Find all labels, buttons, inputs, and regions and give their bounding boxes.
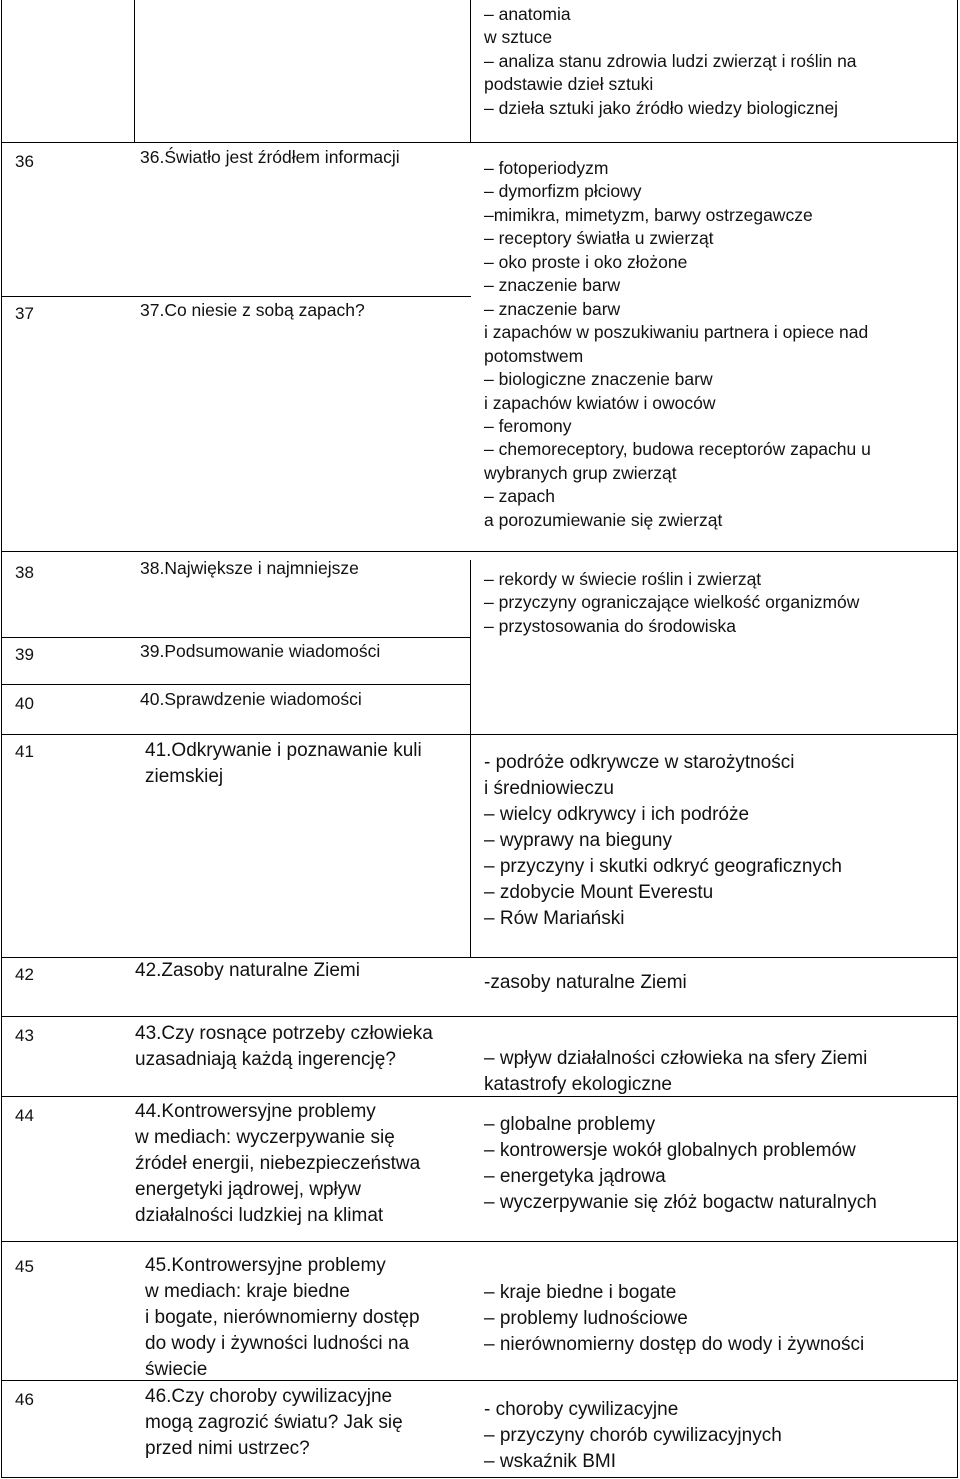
row-topic bbox=[140, 640, 380, 663]
content-line: – chemoreceptory, budowa receptorów zapachu u bbox=[484, 439, 871, 460]
content-line: a porozumiewanie się zwierząt bbox=[484, 509, 723, 530]
row-content bbox=[484, 1397, 782, 1475]
content-line: – przyczyny ograniczające wielkość organizmów bbox=[484, 592, 860, 613]
content-line: – zdobycie Mount Everestu bbox=[484, 882, 714, 903]
row-number: 45 bbox=[15, 1257, 34, 1276]
row-number: 41 bbox=[15, 742, 34, 761]
topic-line: 44.Kontrowersyjne problemy bbox=[135, 1101, 376, 1122]
content-line: – przystosowania do środowiska bbox=[484, 615, 736, 636]
row-number: 38 bbox=[15, 563, 34, 582]
row-content bbox=[484, 1046, 867, 1098]
topic-line: przed nimi ustrzec? bbox=[145, 1438, 310, 1459]
content-line: – anatomia bbox=[484, 4, 571, 24]
content-line: potomstwem bbox=[484, 345, 584, 366]
row-topic bbox=[140, 299, 365, 322]
content-line: – rekordy w świecie roślin i zwierząt bbox=[484, 569, 762, 589]
row-topic bbox=[145, 1384, 403, 1462]
row-separator bbox=[1, 142, 958, 143]
row-number: 40 bbox=[15, 694, 34, 713]
row-topic bbox=[140, 557, 359, 580]
content-line: – przyczyny chorób cywilizacyjnych bbox=[484, 1425, 782, 1446]
row-number: 42 bbox=[15, 965, 34, 984]
topic-line: 41.Odkrywanie i poznawanie kuli bbox=[145, 740, 422, 761]
content-line: – nierównomierny dostęp do wody i żywności bbox=[484, 1334, 865, 1355]
content-line: – wielcy odkrywcy i ich podróże bbox=[484, 804, 750, 825]
topic-line: i bogate, nierównomierny dostęp bbox=[145, 1307, 420, 1328]
row-separator bbox=[1, 1016, 958, 1017]
row-content bbox=[484, 1112, 877, 1216]
content-line: – Rów Mariański bbox=[484, 908, 625, 929]
column-separator-number bbox=[134, 0, 135, 143]
content-line: w sztuce bbox=[484, 27, 553, 48]
topic-line: energetyki jądrowej, wpływ bbox=[135, 1179, 361, 1200]
content-line: – globalne problemy bbox=[484, 1114, 656, 1135]
row-content bbox=[484, 1280, 864, 1358]
row-separator bbox=[1, 551, 958, 552]
topic-line: świecie bbox=[145, 1359, 208, 1380]
topic-line: w mediach: wyczerpywanie się bbox=[135, 1127, 395, 1148]
row-topic bbox=[145, 1253, 420, 1383]
topic-line: źródeł energii, niebezpieczeństwa bbox=[135, 1153, 421, 1174]
table-border-right bbox=[957, 0, 958, 1478]
row-separator bbox=[1, 684, 471, 685]
row-topic bbox=[135, 1021, 433, 1073]
content-line: – zapach bbox=[484, 486, 556, 507]
content-line: – znaczenie barw bbox=[484, 275, 621, 296]
content-line: –mimikra, mimetyzm, barwy ostrzegawcze bbox=[484, 204, 813, 225]
topic-line: w mediach: kraje biedne bbox=[145, 1281, 350, 1302]
topic-line: 39.Podsumowanie wiadomości bbox=[140, 641, 381, 661]
content-line: - podróże odkrywcze w starożytności bbox=[484, 752, 795, 773]
content-line: – wyczerpywanie się złóż bogactw naturalnych bbox=[484, 1192, 877, 1213]
row-topic bbox=[135, 958, 360, 984]
row-topic bbox=[135, 1099, 420, 1229]
content-line: - choroby cywilizacyjne bbox=[484, 1399, 679, 1420]
content-line: – dymorfizm płciowy bbox=[484, 181, 642, 202]
content-line: – analiza stanu zdrowia ludzi zwierząt i roślin na bbox=[484, 50, 857, 71]
topic-line: 38.Największe i najmniejsze bbox=[140, 558, 359, 578]
topic-line: 46.Czy choroby cywilizacyjne bbox=[145, 1386, 393, 1407]
row-number: 46 bbox=[15, 1390, 34, 1409]
row-topic bbox=[140, 146, 400, 169]
topic-line: działalności ludzkiej na klimat bbox=[135, 1205, 384, 1226]
content-line: – przyczyny i skutki odkryć geograficznych bbox=[484, 856, 842, 877]
row-content bbox=[484, 298, 871, 532]
row-content bbox=[484, 3, 857, 120]
column-separator-content bbox=[470, 560, 471, 958]
content-line: – feromony bbox=[484, 416, 572, 437]
topic-line: do wody i żywności ludności na bbox=[145, 1333, 410, 1354]
topic-line: 45.Kontrowersyjne problemy bbox=[145, 1255, 386, 1276]
content-line: katastrofy ekologiczne bbox=[484, 1074, 672, 1095]
content-line: – wyprawy na bieguny bbox=[484, 830, 672, 851]
row-separator bbox=[1, 637, 471, 638]
content-line: – oko proste i oko złożone bbox=[484, 251, 688, 272]
content-line: – biologiczne znaczenie barw bbox=[484, 369, 713, 390]
topic-line: ziemskiej bbox=[145, 766, 224, 787]
content-line: -zasoby naturalne Ziemi bbox=[484, 972, 687, 993]
content-line: – wpływ działalności człowieka na sfery Ziemi bbox=[484, 1048, 868, 1069]
content-line: podstawie dzieł sztuki bbox=[484, 74, 654, 95]
content-line: – energetyka jądrowa bbox=[484, 1166, 666, 1187]
topic-line: 43.Czy rosnące potrzeby człowieka bbox=[135, 1023, 433, 1044]
topic-line: 40.Sprawdzenie wiadomości bbox=[140, 689, 362, 709]
row-number: 36 bbox=[15, 152, 34, 171]
table-border-left bbox=[1, 0, 2, 1478]
content-line: – problemy ludnościowe bbox=[484, 1308, 688, 1329]
topic-line: uzasadniają każdą ingerencję? bbox=[135, 1049, 396, 1070]
row-number: 44 bbox=[15, 1106, 34, 1125]
row-content bbox=[484, 970, 687, 996]
topic-line: 42.Zasoby naturalne Ziemi bbox=[135, 960, 360, 981]
content-line: – kontrowersje wokół globalnych problemów bbox=[484, 1140, 856, 1161]
row-topic bbox=[140, 688, 362, 711]
content-line: – fotoperiodyzm bbox=[484, 158, 609, 178]
table-border-bottom bbox=[1, 1477, 958, 1478]
column-separator-content bbox=[470, 0, 471, 143]
content-line: i zapachów kwiatów i owoców bbox=[484, 392, 716, 413]
row-content bbox=[484, 568, 859, 638]
content-line: – wskaźnik BMI bbox=[484, 1451, 616, 1472]
row-number: 37 bbox=[15, 304, 34, 323]
content-line: i średniowieczu bbox=[484, 778, 614, 799]
row-separator bbox=[1, 296, 471, 297]
content-line: – kraje biedne i bogate bbox=[484, 1282, 677, 1303]
topic-line: mogą zagrozić światu? Jak się bbox=[145, 1412, 403, 1433]
row-topic bbox=[145, 738, 422, 790]
row-content bbox=[484, 750, 842, 932]
row-content bbox=[484, 157, 813, 297]
content-line: wybranych grup zwierząt bbox=[484, 462, 677, 483]
content-line: – znaczenie barw bbox=[484, 299, 621, 319]
content-line: – dzieła sztuki jako źródło wiedzy biologicznej bbox=[484, 97, 839, 118]
content-line: – receptory światła u zwierząt bbox=[484, 228, 714, 249]
topic-line: 37.Co niesie z sobą zapach? bbox=[140, 300, 365, 320]
content-line: i zapachów w poszukiwaniu partnera i opiece nad bbox=[484, 322, 869, 343]
row-separator bbox=[1, 734, 958, 735]
topic-line: 36.Światło jest źródłem informacji bbox=[140, 147, 400, 167]
row-number: 39 bbox=[15, 645, 34, 664]
row-separator bbox=[1, 1241, 958, 1242]
row-number: 43 bbox=[15, 1026, 34, 1045]
